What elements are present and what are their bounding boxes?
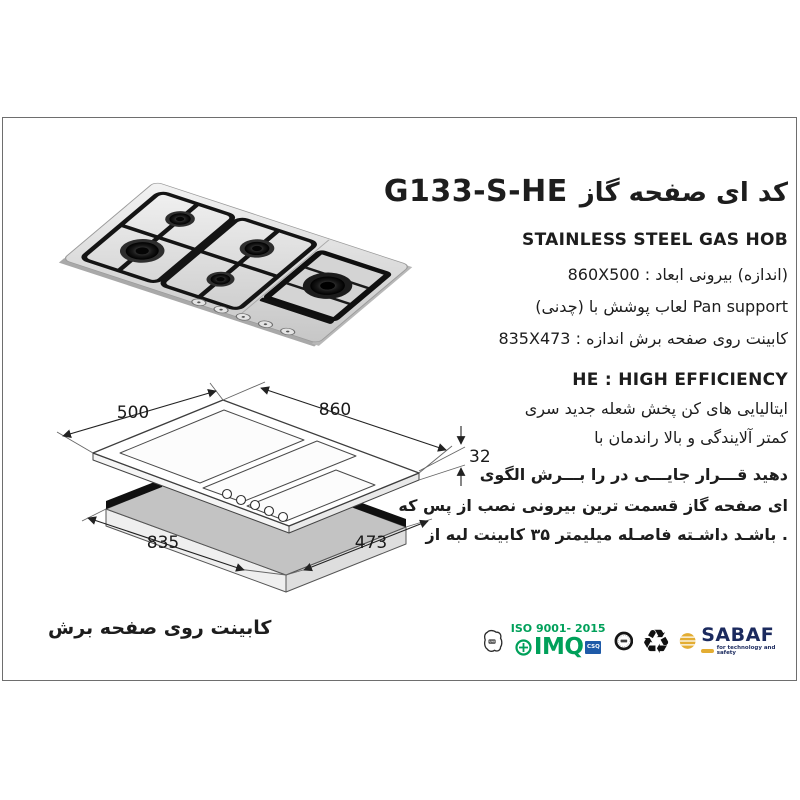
uni-mark-icon xyxy=(483,619,503,663)
dim-label-32: 32 xyxy=(469,447,491,467)
cutout-caption: برش صفحه روی کابینت xyxy=(48,617,272,639)
install-note-line-2: که پس از نصب بیرونی ترین قسمت گاز صفحه ای xyxy=(398,496,788,515)
imq-certification xyxy=(511,623,606,659)
iso-9001-text: ISO 9001- 2015 xyxy=(510,622,606,635)
spec-sheet-frame xyxy=(2,117,797,681)
sabaf-logo xyxy=(679,623,779,657)
imq-label: IMQ xyxy=(533,634,584,660)
spec-cutout-size: 835X473 : اندازه برش صفحه روی کابینت xyxy=(498,329,788,348)
sabaf-globe-icon xyxy=(679,630,696,652)
round-certification-badge-icon xyxy=(614,623,634,659)
sabaf-tagline: for technology and safety xyxy=(716,644,776,656)
dim-label-473: 473 xyxy=(354,533,388,553)
recycle-icon: ♻ xyxy=(641,621,671,661)
spec-outer-dimensions: 860X500 : ابعاد بیرونی (اندازه) xyxy=(567,265,788,284)
efficiency-line-2: با راندمان بالا و آلایندگی کمتر xyxy=(594,428,788,447)
sabaf-label: SABAF xyxy=(701,623,775,646)
certification-logos xyxy=(483,610,779,672)
hob-product-photo xyxy=(29,132,459,384)
dim-label-860: 860 xyxy=(318,400,352,420)
title-farsi: گاز صفحه ای کد xyxy=(579,178,788,208)
efficiency-line-1: سری جدید شعله پخش کن های ایتالیایی xyxy=(524,399,788,418)
dimension-drawing xyxy=(33,370,503,610)
high-efficiency-heading: HE : HIGH EFFICIENCY xyxy=(572,370,788,390)
sabaf-gold-mark xyxy=(701,649,713,653)
dim-label-500: 500 xyxy=(116,403,150,423)
svg-text:UNI: UNI xyxy=(489,639,495,644)
install-note-line-3: از لبه کابینت ۳۵ میلیمتر فاصـله داشـته باشـد . xyxy=(425,525,788,544)
dim-label-835: 835 xyxy=(146,533,180,553)
page-title xyxy=(384,174,788,209)
spec-pan-support: (چدنی) با پوشش لعاب Pan support xyxy=(535,297,788,316)
install-note-line-1: الگوی بـــرش را در جایـــی قـــرار دهید xyxy=(479,465,788,484)
csq-badge: CSQ xyxy=(585,641,601,654)
subtitle-english: STAINLESS STEEL GAS HOB xyxy=(522,230,788,250)
model-code: G133-S-HE xyxy=(383,174,568,209)
imq-circle-icon xyxy=(515,639,532,656)
